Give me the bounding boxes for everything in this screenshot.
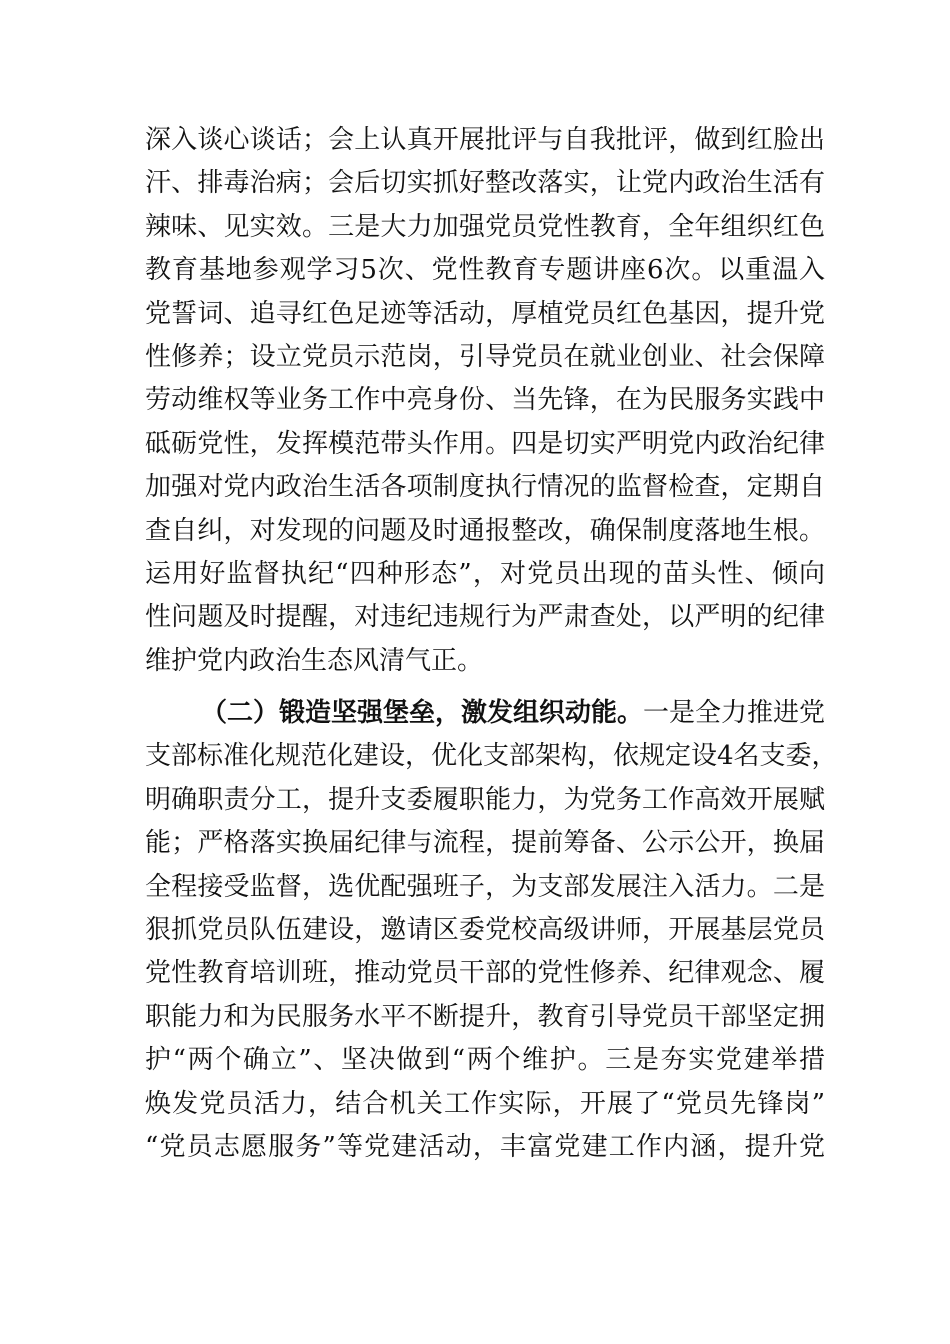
text-line: 查自纠，对发现的问题及时通报整改，确保制度落地生根。 <box>145 515 825 546</box>
text-line: 汗、排毒治病；会后切实抓好整改落实，让党内政治生活有 <box>145 168 825 199</box>
text-line: 明确职责分工，提升支委履职能力，为党务工作高效开展赋 <box>145 784 825 815</box>
text-line: “党员志愿服务”等党建活动，丰富党建工作内涵，提升党 <box>145 1131 825 1162</box>
text-line: 劳动维权等业务工作中亮身份、当先锋，在为民服务实践中 <box>145 385 825 416</box>
section-heading-line <box>145 692 845 735</box>
text-line: 性问题及时提醒，对违纪违规行为严肃查处，以严明的纪律 <box>145 602 825 633</box>
text-line: 深入谈心谈话；会上认真开展批评与自我批评，做到红脸出 <box>145 125 825 155</box>
text-line: 砥砺党性，发挥模范带头作用。四是切实严明党内政治纪律 <box>145 428 825 459</box>
paragraph-gap <box>145 683 845 692</box>
text-line: 职能力和为民服务水平不断提升，教育引导党员干部坚定拥 <box>145 1001 825 1032</box>
paragraph-section-two <box>145 692 845 1169</box>
text-line: 维护党内政治生态风清气正。 <box>145 645 484 676</box>
text-line: 辣味、见实效。三是大力加强党员党性教育，全年组织红色 <box>145 211 825 242</box>
text-line: 教育基地参观学习5次、党性教育专题讲座6次。以重温入 <box>145 255 825 286</box>
text-line: 支部标准化规范化建设，优化支部架构，依规定设4名支委， <box>145 741 838 772</box>
document-body <box>145 119 845 1169</box>
text-line: 加强对党内政治生活各项制度执行情况的监督检查，定期自 <box>145 472 825 503</box>
text-line: 能；严格落实换届纪律与流程，提前筹备、公示公开，换届 <box>145 828 825 859</box>
paragraph-party-education <box>145 119 845 683</box>
text-line: 护“两个确立”、坚决做到“两个维护。三是夯实党建举措 <box>145 1045 825 1076</box>
text-line: 狠抓党员队伍建设，邀请区委党校高级讲师，开展基层党员 <box>145 915 825 946</box>
text-line: 党性教育培训班，推动党员干部的党性修养、纪律观念、履 <box>145 958 825 989</box>
text-line: 焕发党员活力，结合机关工作实际，开展了“党员先锋岗” <box>145 1088 825 1119</box>
text-line: 运用好监督执纪“四种形态”，对党员出现的苗头性、倾向 <box>145 558 825 589</box>
text-line: 全程接受监督，选优配强班子，为支部发展注入活力。二是 <box>145 871 825 902</box>
section-heading: （二）锻造坚强堡垒，激发组织动能。 <box>201 698 644 729</box>
section-heading-continuation: 一是全力推进党 <box>643 698 826 729</box>
text-line: 党誓词、追寻红色足迹等活动，厚植党员红色基因，提升党 <box>145 298 825 329</box>
text-line: 性修养；设立党员示范岗，引导党员在就业创业、社会保障 <box>145 341 825 372</box>
